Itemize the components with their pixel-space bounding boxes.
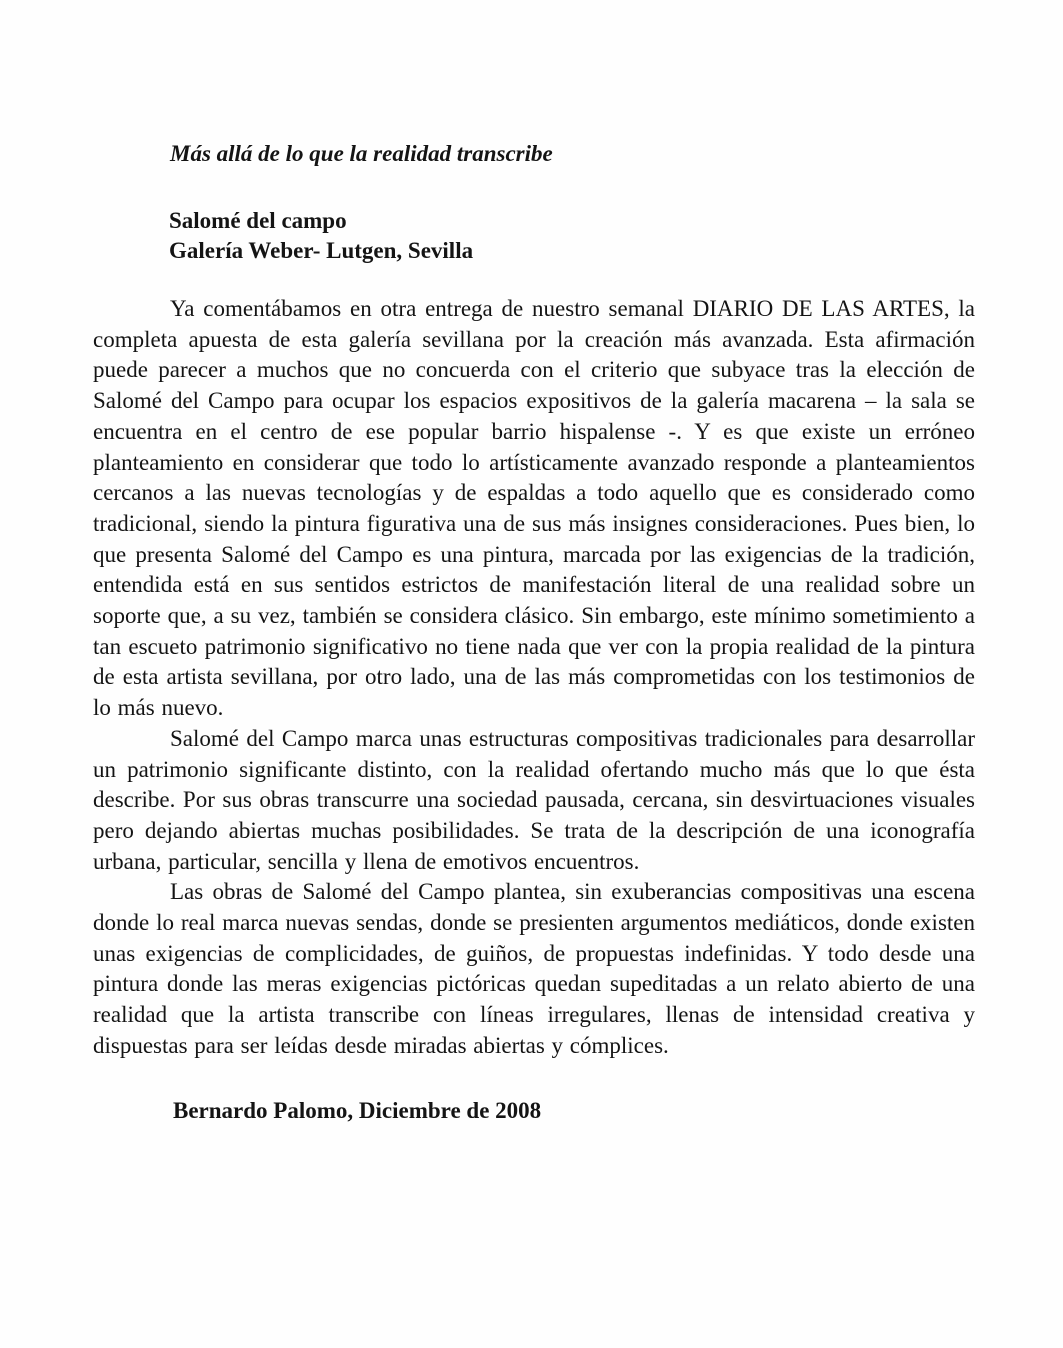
paragraph: Las obras de Salomé del Campo plantea, sin exuberancias compositivas una escena donde lo real marca nuevas sendas, donde se presienten argumentos mediáticos, donde existen unas exigencias de complicidades, de guiños, de propuestas indefinidas. Y todo desde una pintura donde las meras exigencias pictóricas quedan supeditadas a un relato abierto de una realidad que la artista transcribe con líneas irregulares, llenas de intensidad creativa y dispuestas para ser leídas desde miradas abiertas y cómplices. [93, 879, 975, 1058]
signature-line: Bernardo Palomo, Diciembre de 2008 [173, 1097, 542, 1123]
gallery-name: Galería Weber- Lutgen, Sevilla [169, 238, 474, 263]
paragraph: Salomé del Campo marca unas estructuras compositivas tradicionales para desarrollar un patrimonio significante distinto, con la realidad ofertando mucho más que lo que ésta describe. Por sus obras transcurre una sociedad pausada, cercana, sin desvirtuaciones visuales pero dejando abiertas muchas posibilidades. Se trata de la descripción de una iconografía urbana, particular, sencilla y llena de emotivos encuentros. [93, 725, 975, 874]
artist-name: Salomé del campo [169, 208, 347, 233]
document-content [93, 140, 975, 1124]
paragraph: Ya comentábamos en otra entrega de nuestro semanal DIARIO DE LAS ARTES, la completa apuesta de esta galería sevillana por la creación más avanzada. Esta afirmación puede parecer a muchos que no concuerda con el criterio que subyace tras la elección de Salomé del Campo para ocupar los espacios expositivos de la galería macarena – la sala se encuentra en el centro de ese popular barrio hispalense -. Y es que existe un erróneo planteamiento en considerar que todo lo artísticamente avanzado responde a planteamientos cercanos a las nuevas tecnologías y de espaldas a todo aquello que es considerado como tradicional, siendo la pintura figurativa una de sus más insignes consideraciones. Pues bien, lo que presenta Salomé del Campo es una pintura, marcada por las exigencias de la tradición, entendida está en sus sentidos estrictos de manifestación literal de una realidad sobre un soporte que, a su vez, también se considera clásico. Sin embargo, este mínimo sometimiento a tan escueto patrimonio significativo no tiene nada que ver con la propia realidad de la pintura de esta artista sevillana, por otro lado, una de las más comprometidas con los testimonios de lo más nuevo. [93, 296, 975, 721]
document-title: Más allá de lo que la realidad transcribe [170, 141, 553, 166]
document-header [169, 206, 975, 266]
document-body [93, 294, 975, 1062]
